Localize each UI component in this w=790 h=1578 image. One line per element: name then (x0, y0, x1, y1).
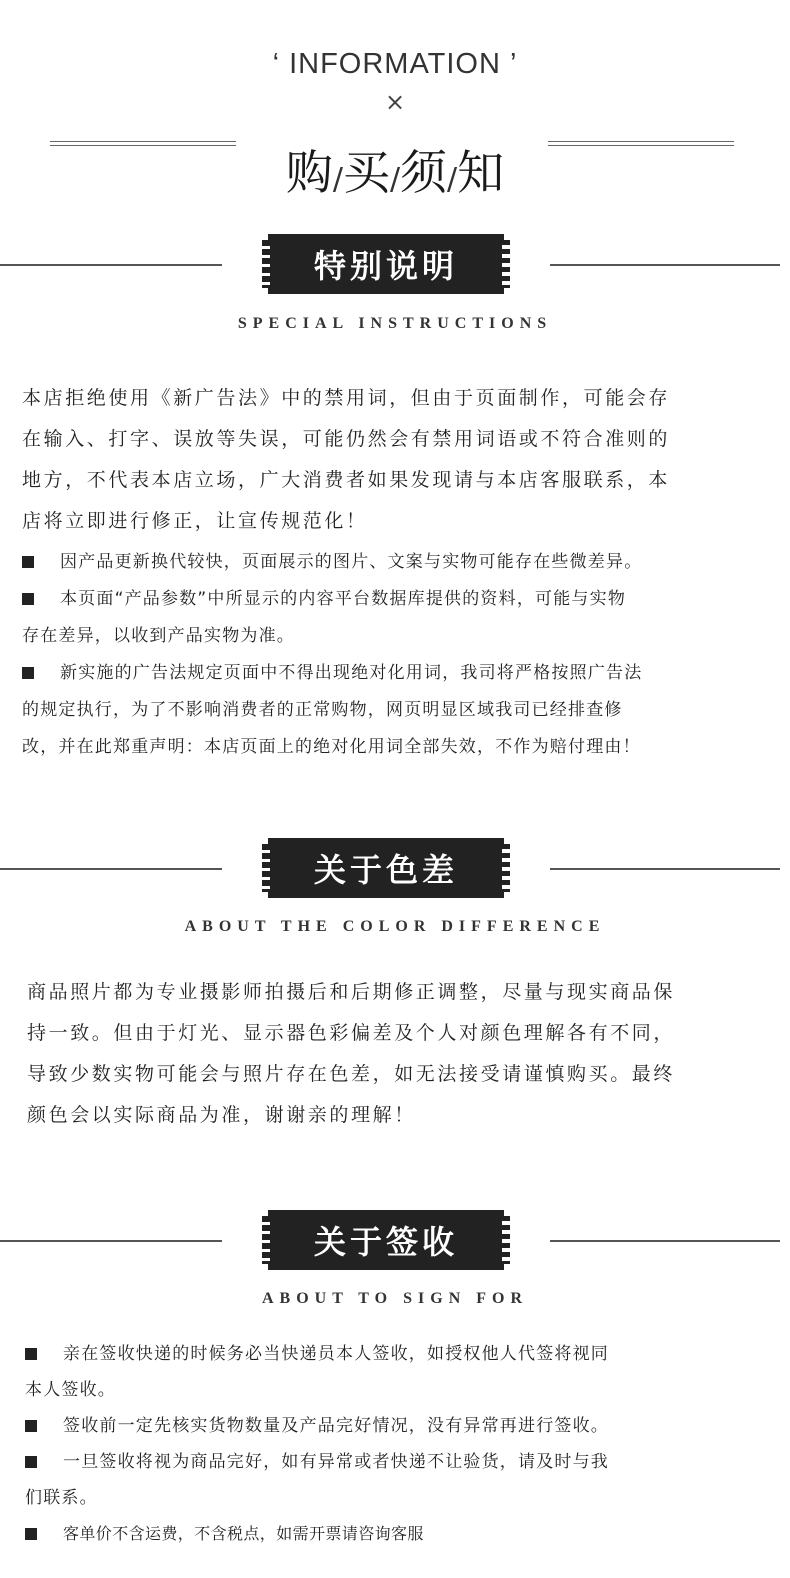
section-rule-right (550, 868, 780, 870)
color-difference-badge (268, 838, 504, 898)
sign-for-subtitle: ABOUT TO SIGN FOR (261, 1290, 529, 1307)
title-char: 知 (457, 146, 505, 201)
section-rule-right (550, 264, 780, 266)
list-item-text: 本页面“产品参数”中所显示的内容平台数据库提供的资料，可能与实物 (60, 589, 627, 609)
title-char: 买 (342, 146, 390, 201)
bullet-square-icon (25, 1348, 37, 1360)
list-item-continued: 的规定执行，为了不影响消费者的正常购物，网页明显区域我司已经排查修 (22, 700, 623, 720)
list-item-continued: 存在差异，以收到产品实物为准。 (22, 626, 295, 646)
list-item (22, 581, 782, 618)
bullet-square-icon (25, 1528, 37, 1540)
special-instructions-badge (268, 234, 504, 294)
list-item-text: 签收前一定先核实货物数量及产品完好情况，没有异常再进行签收。 (63, 1416, 609, 1436)
list-item-continued: 本人签收。 (25, 1380, 116, 1400)
list-item (25, 1444, 785, 1480)
badge-label: 关于签收 (313, 1223, 458, 1261)
list-item-continued: 改，并在此郑重声明：本店页面上的绝对化用词全部失效，不作为赔付理由！ (22, 737, 641, 757)
list-item-text: 客单价不含运费，不含税点，如需开票请咨询客服 (63, 1524, 424, 1543)
bullet-square-icon (25, 1420, 37, 1432)
paragraph-line: 导致少数实物可能会与照片存在色差，如无法接受请谨慎购买。最终 (27, 1063, 676, 1085)
list-item (25, 1336, 785, 1372)
section-rule-left (0, 264, 222, 266)
list-item (22, 544, 782, 581)
list-item (22, 655, 782, 692)
list-item-text: 亲在签收快递的时候务必当快递员本人签收，如授权他人代签将视同 (63, 1344, 609, 1364)
special-bullet-list (22, 544, 782, 766)
bullet-square-icon (22, 593, 34, 605)
title-slash: / (332, 162, 343, 197)
page-title (0, 136, 790, 203)
section-rule-left (0, 868, 222, 870)
paragraph-line: 在输入、打字、误放等失误，可能仍然会有禁用词语或不符合准则的 (22, 428, 671, 450)
list-item (25, 1408, 785, 1444)
paragraph-line: 店将立即进行修正，让宣传规范化！ (22, 510, 368, 532)
special-paragraph (22, 378, 782, 542)
bullet-square-icon (22, 667, 34, 679)
list-item-text: 因产品更新换代较快，页面展示的图片、文案与实物可能存在些微差异。 (60, 552, 643, 572)
list-item-continued: 们联系。 (25, 1488, 98, 1508)
badge-label: 特别说明 (313, 247, 458, 285)
sign-bullet-list (25, 1336, 785, 1552)
title-slash: / (447, 162, 458, 197)
color-difference-subtitle: ABOUT THE COLOR DIFFERENCE (184, 918, 606, 935)
paragraph-line: 本店拒绝使用《新广告法》中的禁用词，但由于页面制作，可能会存 (22, 387, 671, 409)
paragraph-line: 持一致。但由于灯光、显示器色彩偏差及个人对颜色理解各有不同， (27, 1022, 676, 1044)
bullet-square-icon (22, 556, 34, 568)
section-rule-right (550, 1240, 780, 1242)
color-paragraph (27, 972, 782, 1136)
list-item-text: 一旦签收将视为商品完好，如有异常或者快递不让验货，请及时与我 (63, 1452, 609, 1472)
sign-for-badge (268, 1210, 504, 1270)
title-char: 购 (285, 146, 333, 201)
information-label: ‘ INFORMATION ’ (272, 48, 518, 80)
paragraph-line: 颜色会以实际商品为准，谢谢亲的理解！ (27, 1104, 416, 1126)
paragraph-line: 地方，不代表本店立场，广大消费者如果发现请与本店客服联系，本 (22, 469, 671, 491)
title-slash: / (389, 162, 401, 197)
section-rule-left (0, 1240, 222, 1242)
title-char: 须 (400, 146, 448, 201)
paragraph-line: 商品照片都为专业摄影师拍摄后和后期修正调整，尽量与现实商品保 (27, 981, 676, 1003)
badge-label: 关于色差 (313, 851, 458, 889)
list-item-text: 新实施的广告法规定页面中不得出现绝对化用词，我司将严格按照广告法 (60, 663, 643, 683)
list-item (25, 1516, 785, 1552)
bullet-square-icon (25, 1456, 37, 1468)
close-mark-icon: × (384, 88, 406, 116)
special-instructions-subtitle: SPECIAL INSTRUCTIONS (237, 315, 553, 332)
